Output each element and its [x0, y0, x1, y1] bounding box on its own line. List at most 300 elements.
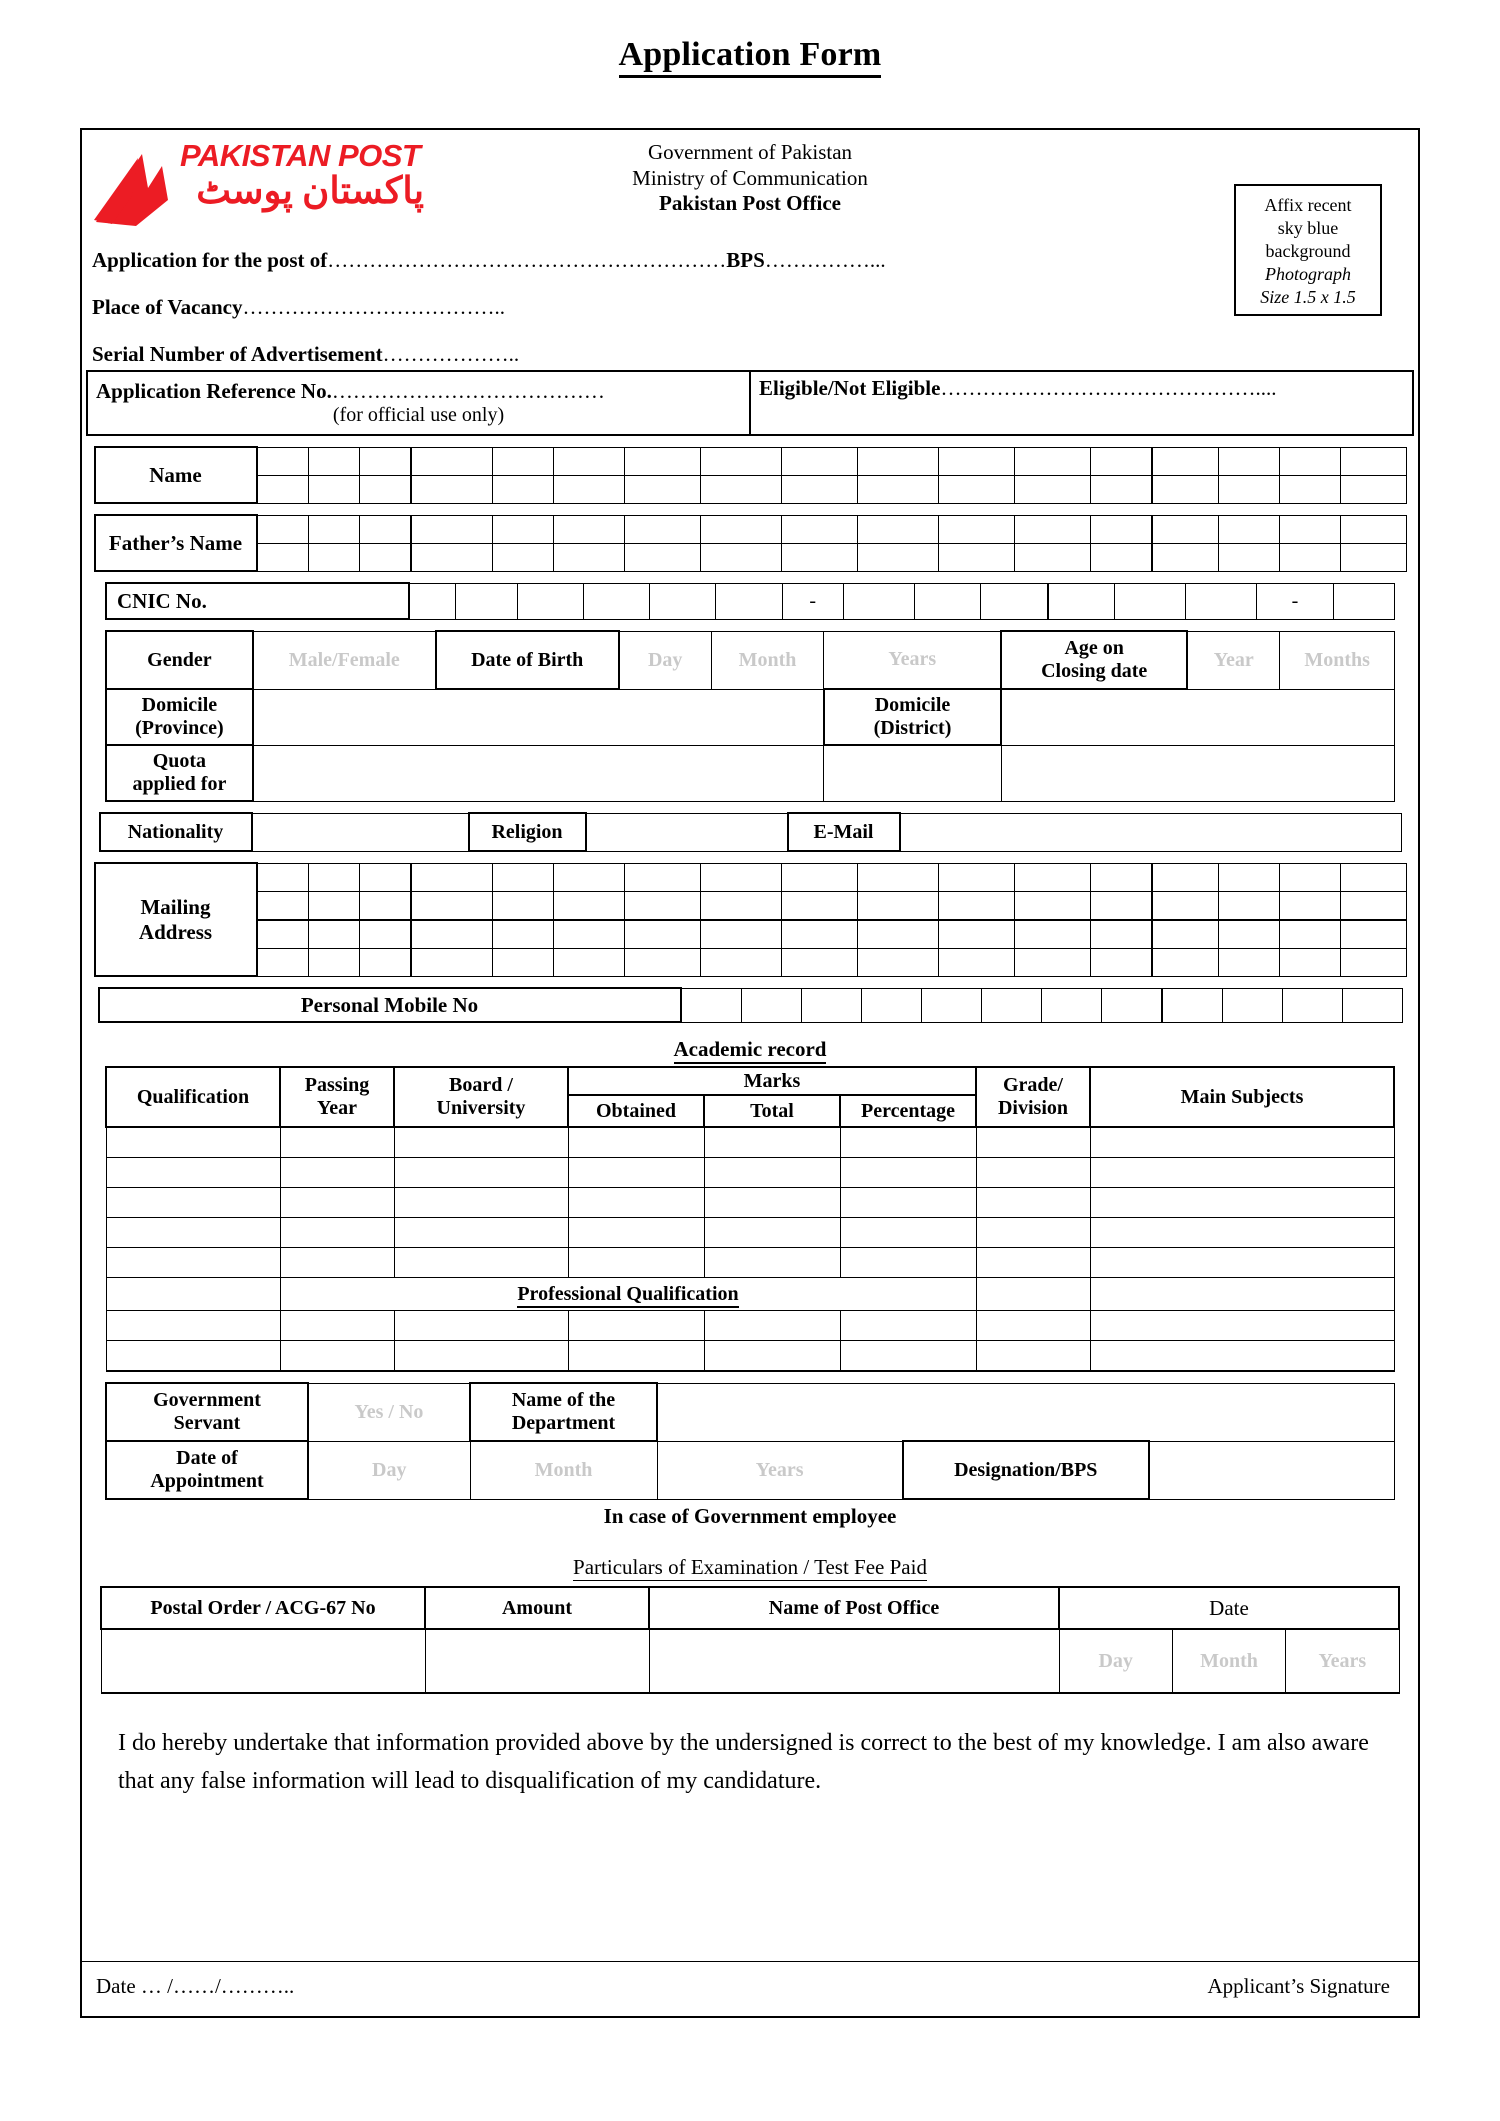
academic-cell[interactable]: [394, 1188, 568, 1218]
mobile-cell[interactable]: [1162, 988, 1223, 1022]
department-label: [470, 1383, 657, 1441]
mailing-cell[interactable]: [624, 863, 700, 891]
academic-cell[interactable]: [976, 1218, 1090, 1248]
name-cell[interactable]: [781, 475, 857, 503]
professional-cell[interactable]: [840, 1341, 976, 1372]
name-cell[interactable]: [624, 475, 700, 503]
email-label: E-Mail: [788, 813, 900, 851]
mailing-cell[interactable]: [700, 948, 781, 976]
mailing-cell[interactable]: [1014, 863, 1090, 891]
table-row: [95, 543, 1407, 571]
academic-cell[interactable]: [840, 1248, 976, 1278]
mailing-cell[interactable]: [1340, 863, 1406, 891]
academic-cell[interactable]: [976, 1248, 1090, 1278]
official-use-note: (for official use only): [332, 403, 505, 426]
mailing-cell[interactable]: [492, 891, 553, 920]
academic-cell[interactable]: [704, 1158, 840, 1188]
mailing-cell[interactable]: [781, 891, 857, 920]
academic-record-table: [105, 1066, 1395, 1372]
domicile-province-field[interactable]: [253, 689, 824, 745]
mailing-cell[interactable]: [1218, 948, 1279, 976]
fathers-name-cell[interactable]: [1218, 515, 1279, 543]
name-cell[interactable]: [553, 475, 624, 503]
fathers-name-cell[interactable]: [938, 515, 1014, 543]
mobile-cell[interactable]: [921, 988, 981, 1022]
name-cell[interactable]: [1090, 475, 1152, 503]
professional-cell[interactable]: [106, 1311, 280, 1341]
mailing-cell[interactable]: [857, 863, 938, 891]
mailing-cell[interactable]: [857, 920, 938, 949]
mailing-cell[interactable]: [411, 891, 493, 920]
mailing-cell[interactable]: [1279, 891, 1340, 920]
professional-cell[interactable]: [976, 1311, 1090, 1341]
academic-cell[interactable]: [1090, 1127, 1394, 1158]
mailing-cell[interactable]: [411, 863, 493, 891]
nationality-field[interactable]: [252, 813, 469, 851]
appointment-month-field[interactable]: Month: [470, 1441, 657, 1499]
domicile-district-line-1: Domicile: [874, 694, 951, 716]
passing-year-line-1: Passing: [304, 1074, 370, 1096]
name-cell[interactable]: [1152, 475, 1219, 503]
fee-date-day-field[interactable]: Day: [1059, 1629, 1172, 1693]
academic-cell[interactable]: [106, 1248, 280, 1278]
cnic-cell[interactable]: [915, 583, 981, 619]
eligible-label: Eligible/Not Eligible: [759, 376, 941, 400]
academic-cell[interactable]: [840, 1158, 976, 1188]
fathers-name-cell[interactable]: [1014, 543, 1090, 571]
academic-cell[interactable]: [976, 1158, 1090, 1188]
name-cell[interactable]: [359, 447, 411, 475]
serial-number-label: Serial Number of Advertisement: [92, 342, 383, 366]
mailing-cell[interactable]: [257, 891, 309, 920]
academic-cell[interactable]: [704, 1188, 840, 1218]
academic-cell[interactable]: [568, 1248, 704, 1278]
professional-cell[interactable]: [106, 1341, 280, 1372]
mailing-cell[interactable]: [553, 891, 624, 920]
amount-field[interactable]: [425, 1629, 649, 1693]
fathers-name-cell[interactable]: [553, 515, 624, 543]
name-cell[interactable]: [781, 447, 857, 475]
mailing-cell[interactable]: [1340, 948, 1406, 976]
government-employee-table: [105, 1382, 1395, 1500]
name-cell[interactable]: [411, 447, 493, 475]
mailing-cell[interactable]: [411, 948, 493, 976]
cnic-label: CNIC No.: [106, 583, 409, 619]
government-servant-yesno-field[interactable]: Yes / No: [308, 1383, 470, 1441]
email-field[interactable]: [900, 813, 1402, 851]
professional-cell[interactable]: [704, 1311, 840, 1341]
mailing-cell[interactable]: [1014, 948, 1090, 976]
fathers-name-cell[interactable]: [781, 543, 857, 571]
government-servant-label: [106, 1383, 308, 1441]
fee-particulars-heading: [82, 1555, 1418, 1580]
cnic-cell[interactable]: [1114, 583, 1185, 619]
mailing-cell[interactable]: [700, 891, 781, 920]
academic-cell[interactable]: [568, 1127, 704, 1158]
name-cell[interactable]: [857, 475, 938, 503]
mailing-cell[interactable]: [781, 863, 857, 891]
gender-value-field[interactable]: Male/Female: [253, 631, 436, 689]
place-of-vacancy-dots[interactable]: ………………………………..: [242, 295, 505, 319]
mailing-cell[interactable]: [1090, 920, 1152, 949]
cnic-cell[interactable]: [843, 583, 914, 619]
quota-field[interactable]: [253, 745, 824, 801]
fee-date-month-field[interactable]: Month: [1172, 1629, 1285, 1693]
mailing-cell[interactable]: [700, 863, 781, 891]
fathers-name-cell[interactable]: [1340, 515, 1406, 543]
mobile-cell[interactable]: [861, 988, 921, 1022]
app-ref-dots: …………………………………: [331, 379, 605, 404]
designation-bps-field[interactable]: [1149, 1441, 1395, 1499]
name-cell[interactable]: [257, 447, 309, 475]
appointment-day-field[interactable]: Day: [308, 1441, 470, 1499]
mailing-cell[interactable]: [553, 948, 624, 976]
name-cell[interactable]: [938, 447, 1014, 475]
professional-cell[interactable]: [704, 1341, 840, 1372]
nationality-religion-email-table: [99, 812, 1402, 852]
dob-year-field[interactable]: Years: [824, 631, 1001, 689]
mailing-cell[interactable]: [1090, 891, 1152, 920]
cnic-cell[interactable]: [517, 583, 583, 619]
mailing-cell[interactable]: [624, 920, 700, 949]
age-on-closing-date-label: [1001, 631, 1187, 689]
fathers-name-cell[interactable]: [857, 515, 938, 543]
academic-cell[interactable]: [840, 1188, 976, 1218]
mailing-cell[interactable]: [1218, 891, 1279, 920]
fathers-name-cell[interactable]: [938, 543, 1014, 571]
age-label-line-1: Age on: [1064, 637, 1124, 659]
mailing-cell[interactable]: [257, 920, 309, 949]
name-cell[interactable]: [492, 475, 553, 503]
fathers-name-cell[interactable]: [257, 543, 309, 571]
mailing-cell[interactable]: [308, 891, 359, 920]
gender-label: Gender: [106, 631, 253, 689]
mailing-cell[interactable]: [308, 948, 359, 976]
fathers-name-cell[interactable]: [857, 543, 938, 571]
academic-cell[interactable]: [568, 1218, 704, 1248]
professional-cell[interactable]: [1090, 1311, 1394, 1341]
fathers-name-cell[interactable]: [411, 515, 493, 543]
fathers-name-cell[interactable]: [1014, 515, 1090, 543]
mobile-cell[interactable]: [1101, 988, 1162, 1022]
fathers-name-cell[interactable]: [359, 543, 411, 571]
fathers-name-cell[interactable]: [1218, 543, 1279, 571]
academic-cell[interactable]: [1090, 1188, 1394, 1218]
cnic-cell[interactable]: [1333, 583, 1394, 619]
fathers-name-cell[interactable]: [492, 543, 553, 571]
mailing-cell[interactable]: [857, 891, 938, 920]
academic-cell[interactable]: [704, 1218, 840, 1248]
academic-cell[interactable]: [280, 1248, 394, 1278]
name-cell[interactable]: [700, 475, 781, 503]
fathers-name-cell[interactable]: [359, 515, 411, 543]
academic-cell[interactable]: [394, 1248, 568, 1278]
name-cell[interactable]: [938, 475, 1014, 503]
photo-line-4: Photograph: [1264, 264, 1351, 285]
mailing-cell[interactable]: [1014, 891, 1090, 920]
name-cell[interactable]: [1340, 475, 1406, 503]
cnic-cell[interactable]: [583, 583, 649, 619]
photo-line-1: Affix recent: [1264, 195, 1352, 215]
academic-cell[interactable]: [106, 1188, 280, 1218]
professional-banner-cell: [1090, 1278, 1394, 1311]
age-year-field[interactable]: Year: [1187, 631, 1280, 689]
academic-cell[interactable]: [106, 1158, 280, 1188]
name-cell[interactable]: [257, 475, 309, 503]
appointment-line-2: Appointment: [150, 1470, 264, 1492]
cnic-cell[interactable]: [650, 583, 716, 619]
academic-cell[interactable]: [976, 1127, 1090, 1158]
cnic-cell[interactable]: [1186, 583, 1257, 619]
mailing-cell[interactable]: [359, 891, 411, 920]
cnic-cell[interactable]: [716, 583, 782, 619]
fathers-name-cell[interactable]: [1152, 515, 1219, 543]
name-cell[interactable]: [308, 475, 359, 503]
academic-cell[interactable]: [394, 1158, 568, 1188]
academic-cell[interactable]: [976, 1188, 1090, 1218]
name-cell[interactable]: [1340, 447, 1406, 475]
name-cell[interactable]: [1279, 475, 1340, 503]
name-cell[interactable]: [857, 447, 938, 475]
mailing-cell[interactable]: [624, 891, 700, 920]
name-cell[interactable]: [1152, 447, 1219, 475]
religion-field[interactable]: [586, 813, 788, 851]
name-cell[interactable]: [1218, 447, 1279, 475]
mailing-cell[interactable]: [1279, 920, 1340, 949]
bps-dots[interactable]: ……………...: [764, 248, 886, 272]
passing-year-line-2: Year: [317, 1097, 357, 1119]
fee-date-year-field[interactable]: Years: [1286, 1629, 1399, 1693]
professional-cell[interactable]: [394, 1311, 568, 1341]
name-cell[interactable]: [308, 447, 359, 475]
fathers-name-cell[interactable]: [1279, 543, 1340, 571]
post-of-dots[interactable]: …………………………………………………: [327, 248, 727, 272]
name-cell[interactable]: [359, 475, 411, 503]
fathers-name-cell[interactable]: [1090, 543, 1152, 571]
mailing-cell[interactable]: [1152, 920, 1219, 949]
name-cell[interactable]: [1090, 447, 1152, 475]
quota-label: [106, 745, 253, 801]
mailing-cell[interactable]: [359, 920, 411, 949]
quota-extra-cell[interactable]: [824, 745, 1001, 801]
mailing-cell[interactable]: [1340, 920, 1406, 949]
postal-order-field[interactable]: [101, 1629, 425, 1693]
mailing-cell[interactable]: [938, 891, 1014, 920]
mobile-cell[interactable]: [681, 988, 742, 1022]
mailing-cell[interactable]: [857, 948, 938, 976]
quota-extra-field[interactable]: [1001, 745, 1394, 801]
fathers-name-cell[interactable]: [1279, 515, 1340, 543]
age-label-line-2: Closing date: [1041, 660, 1148, 682]
mailing-cell[interactable]: [308, 863, 359, 891]
mailing-cell[interactable]: [359, 863, 411, 891]
mailing-cell[interactable]: [1152, 948, 1219, 976]
col-postal-order: Postal Order / ACG-67 No: [101, 1587, 425, 1629]
table-row: [95, 891, 1407, 920]
fathers-name-cell[interactable]: [624, 515, 700, 543]
dob-day-field[interactable]: Day: [619, 631, 712, 689]
place-of-vacancy-label: Place of Vacancy: [92, 295, 243, 319]
mailing-cell[interactable]: [1218, 920, 1279, 949]
name-cell[interactable]: [1014, 475, 1090, 503]
mailing-cell[interactable]: [492, 948, 553, 976]
academic-cell[interactable]: [840, 1218, 976, 1248]
government-heading: [82, 140, 1418, 217]
board-line-2: University: [436, 1097, 526, 1119]
page-title: [0, 0, 1500, 84]
fathers-name-cell[interactable]: [624, 543, 700, 571]
mobile-cell[interactable]: [1222, 988, 1282, 1022]
col-main-subjects: Main Subjects: [1090, 1067, 1394, 1127]
domicile-district-field[interactable]: [1001, 689, 1394, 745]
mobile-cell[interactable]: [801, 988, 861, 1022]
mailing-cell[interactable]: [1152, 891, 1219, 920]
academic-cell[interactable]: [1090, 1248, 1394, 1278]
cnic-cell[interactable]: [409, 583, 456, 619]
mobile-cell[interactable]: [1041, 988, 1101, 1022]
government-employee-caption: In case of Government employee: [603, 1504, 897, 1528]
government-servant-line-1: Government: [153, 1389, 261, 1411]
name-cell[interactable]: [1279, 447, 1340, 475]
academic-cell[interactable]: [394, 1127, 568, 1158]
fathers-name-cell[interactable]: [1090, 515, 1152, 543]
fathers-name-cell[interactable]: [781, 515, 857, 543]
post-office-field[interactable]: [649, 1629, 1059, 1693]
mailing-cell[interactable]: [1152, 863, 1219, 891]
fathers-name-cell[interactable]: [257, 515, 309, 543]
academic-cell[interactable]: [840, 1127, 976, 1158]
mailing-cell[interactable]: [1279, 863, 1340, 891]
professional-cell[interactable]: [280, 1311, 394, 1341]
mailing-cell[interactable]: [308, 920, 359, 949]
academic-cell[interactable]: [1090, 1158, 1394, 1188]
table-row: [106, 1278, 1394, 1311]
fathers-name-cell[interactable]: [1340, 543, 1406, 571]
name-cell[interactable]: [700, 447, 781, 475]
mailing-cell[interactable]: [1279, 948, 1340, 976]
mailing-cell[interactable]: [257, 863, 309, 891]
cnic-cell[interactable]: [1048, 583, 1115, 619]
academic-cell[interactable]: [280, 1158, 394, 1188]
academic-cell[interactable]: [106, 1127, 280, 1158]
mailing-cell[interactable]: [1090, 863, 1152, 891]
name-label: Name: [95, 447, 257, 503]
mailing-cell[interactable]: [553, 863, 624, 891]
academic-cell[interactable]: [280, 1127, 394, 1158]
serial-number-dots[interactable]: ………………..: [382, 342, 520, 366]
fathers-name-cell[interactable]: [553, 543, 624, 571]
mailing-cell[interactable]: [781, 948, 857, 976]
name-cell[interactable]: [411, 475, 493, 503]
cnic-table: [105, 582, 1395, 620]
fathers-name-cell[interactable]: [411, 543, 493, 571]
mobile-cell[interactable]: [1342, 988, 1402, 1022]
table-row: [106, 1383, 1395, 1441]
col-marks-obtained: Obtained: [568, 1095, 704, 1127]
professional-cell[interactable]: [840, 1311, 976, 1341]
fathers-name-cell[interactable]: [308, 515, 359, 543]
name-cell[interactable]: [1218, 475, 1279, 503]
professional-cell[interactable]: [568, 1341, 704, 1372]
fathers-name-cell[interactable]: [492, 515, 553, 543]
mailing-cell[interactable]: [700, 920, 781, 949]
mailing-cell[interactable]: [257, 948, 309, 976]
academic-cell[interactable]: [704, 1127, 840, 1158]
academic-cell[interactable]: [106, 1218, 280, 1248]
dob-month-field[interactable]: Month: [711, 631, 824, 689]
col-qualification: Qualification: [106, 1067, 280, 1127]
professional-qualification-heading: [280, 1278, 976, 1311]
cnic-cell[interactable]: [981, 583, 1048, 619]
name-cell[interactable]: [624, 447, 700, 475]
place-of-vacancy-line: [92, 295, 1192, 320]
fathers-name-table: [94, 514, 1407, 572]
professional-cell[interactable]: [1090, 1341, 1394, 1372]
footer-date-field[interactable]: Date … /……/………..: [96, 1974, 295, 1998]
appointment-year-field[interactable]: Years: [657, 1441, 903, 1499]
academic-cell[interactable]: [704, 1248, 840, 1278]
table-row: [106, 1127, 1394, 1158]
grade-line-2: Division: [997, 1097, 1069, 1119]
mobile-cell[interactable]: [1282, 988, 1342, 1022]
name-cell[interactable]: [1014, 447, 1090, 475]
post-of-label: Application for the post of: [92, 248, 328, 272]
date-of-appointment-label: [106, 1441, 308, 1499]
fathers-name-cell[interactable]: [1152, 543, 1219, 571]
mailing-cell[interactable]: [492, 863, 553, 891]
mailing-cell[interactable]: [411, 920, 493, 949]
mailing-cell[interactable]: [1090, 948, 1152, 976]
col-board-university: [394, 1067, 568, 1127]
name-cell[interactable]: [553, 447, 624, 475]
fathers-name-cell[interactable]: [308, 543, 359, 571]
mailing-cell[interactable]: [624, 948, 700, 976]
professional-cell[interactable]: [976, 1341, 1090, 1372]
department-field[interactable]: [657, 1383, 1395, 1441]
mailing-cell[interactable]: [938, 863, 1014, 891]
academic-cell[interactable]: [280, 1218, 394, 1248]
gov-line-ministry: Ministry of Communication: [632, 165, 868, 190]
table-row: [106, 1341, 1394, 1372]
academic-cell[interactable]: [1090, 1218, 1394, 1248]
professional-cell[interactable]: [568, 1311, 704, 1341]
mailing-cell[interactable]: [553, 920, 624, 949]
academic-cell[interactable]: [568, 1158, 704, 1188]
fathers-name-cell[interactable]: [700, 515, 781, 543]
mailing-cell[interactable]: [781, 920, 857, 949]
mailing-cell[interactable]: [359, 948, 411, 976]
cnic-cell[interactable]: [456, 583, 517, 619]
academic-cell[interactable]: [568, 1188, 704, 1218]
mobile-cell[interactable]: [741, 988, 801, 1022]
age-months-field[interactable]: Months: [1280, 631, 1395, 689]
academic-cell[interactable]: [394, 1218, 568, 1248]
mailing-cell[interactable]: [1218, 863, 1279, 891]
quota-line-2: applied for: [132, 773, 227, 795]
mailing-cell[interactable]: [938, 948, 1014, 976]
mailing-cell[interactable]: [1014, 920, 1090, 949]
mailing-cell[interactable]: [1340, 891, 1406, 920]
mailing-cell[interactable]: [938, 920, 1014, 949]
mailing-cell[interactable]: [492, 920, 553, 949]
mobile-cell[interactable]: [981, 988, 1041, 1022]
name-cell[interactable]: [492, 447, 553, 475]
academic-cell[interactable]: [280, 1188, 394, 1218]
professional-cell[interactable]: [394, 1341, 568, 1372]
professional-cell[interactable]: [280, 1341, 394, 1372]
form-header: [82, 130, 1418, 370]
fathers-name-cell[interactable]: [700, 543, 781, 571]
